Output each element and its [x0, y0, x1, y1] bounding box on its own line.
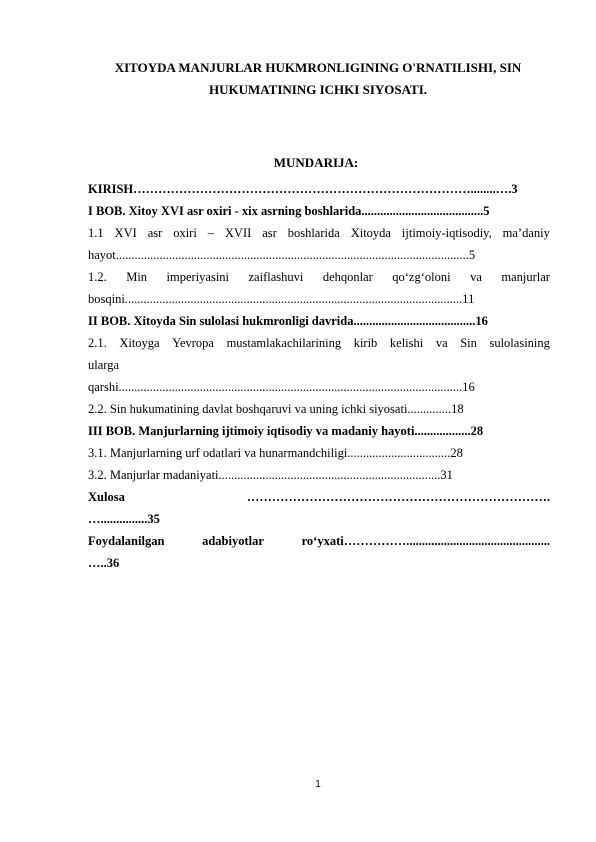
toc-word: 1.1 — [88, 226, 104, 240]
toc-word: asr — [147, 226, 163, 240]
toc-word: 1.2. — [88, 270, 107, 284]
toc-word: mustamlakachilarining — [226, 336, 342, 350]
toc-word: zaiflashuvi — [248, 270, 304, 284]
title-line-2: HUKUMATINING ICHKI SIYOSATI. — [208, 82, 428, 97]
toc-word: oxiri — [173, 226, 197, 240]
toc-word: kelishi — [389, 336, 424, 350]
toc-word: XVI — [114, 226, 137, 240]
toc-entry-xulosa-continuation: …...............35 — [88, 512, 160, 526]
toc-entry-foydalanilgan-continuation: …..36 — [88, 556, 120, 570]
toc-word: Yevropa — [172, 336, 214, 350]
toc-word: dehqonlar — [322, 270, 373, 284]
toc-entry-bob-3[interactable]: III BOB. Manjurlarning ijtimoiy iqtisodiy va madaniy hayoti..................28 — [88, 424, 484, 438]
page-number: 1 — [315, 779, 321, 790]
toc-word: Min — [126, 270, 148, 284]
toc-xulosa-dots: ………………………………………………………………. — [246, 490, 550, 504]
toc-entry-bob-1[interactable]: I BOB. Xitoy XVI asr oxiri - xix asrning boshlarida.......................................5 — [88, 204, 490, 218]
toc-entry-2-2[interactable]: 2.2. Sin hukumatining davlat boshqaruvi va uning ichki siyosati..............18 — [88, 402, 464, 416]
toc-entry-1-2-continuation: bosqini............................................................................................................11 — [88, 292, 475, 306]
toc-word: ma’daniy — [502, 226, 550, 240]
toc-word: va — [435, 336, 448, 350]
title-line-1: XITOYDA MANJURLAR HUKMRONLIGINING O'RNATILISHI, SIN — [114, 60, 522, 75]
toc-entry-2-1-continuation-2: qarshi..............................................................................................................16 — [88, 380, 475, 394]
toc-word: kirib — [353, 336, 378, 350]
toc-entry-3-1[interactable]: 3.1. Manjurlarning urf odatlari va hunarmandchiligi.................................28 — [88, 446, 463, 460]
toc-word: imperiyasini — [166, 270, 230, 284]
toc-entry-3-2[interactable]: 3.2. Manjurlar madaniyati.......................................................................31 — [88, 468, 453, 482]
toc-entry-1-1-continuation: hayot.................................................................................................................5 — [88, 248, 476, 262]
toc-entry-2-1[interactable] — [88, 332, 550, 354]
toc-entry-foydalanilgan-adabiyotlar[interactable] — [88, 530, 550, 552]
toc-word: Xitoyda — [350, 226, 391, 240]
toc-entry-1-2[interactable] — [88, 266, 550, 288]
toc-word: XVII — [224, 226, 252, 240]
toc-word: ro‘yxati…………… — [301, 534, 407, 548]
toc-word: Foydalanilgan — [88, 534, 165, 548]
toc-word: boshlarida — [287, 226, 340, 240]
toc-word: – — [207, 226, 214, 240]
toc-word: ijtimoiy-iqtisodiy, — [401, 226, 492, 240]
document-title — [80, 57, 556, 101]
toc-xulosa-label: Xulosa — [88, 490, 125, 504]
toc-foyda-dots: .............................................. — [406, 534, 550, 548]
table-of-contents — [88, 178, 550, 574]
toc-word: Xitoyga — [119, 336, 160, 350]
toc-heading: MUNDARIJA: — [273, 155, 359, 170]
toc-word: Sin — [460, 336, 477, 350]
toc-word: adabiyotlar — [202, 534, 264, 548]
toc-word: va — [470, 270, 482, 284]
toc-word: asr — [262, 226, 277, 240]
toc-entry-kirish[interactable]: KIRISH………………………………………………………………………........….3 — [88, 182, 518, 196]
toc-word: sulolasining — [489, 336, 550, 350]
toc-entry-xulosa[interactable] — [88, 486, 550, 508]
toc-entry-bob-2[interactable]: II BOB. Xitoyda Sin sulolasi hukmronligi davrida.......................................16 — [88, 314, 488, 328]
toc-word: 2.1. — [88, 336, 107, 350]
toc-entry-2-1-continuation-1: ularga — [88, 358, 120, 372]
toc-word: qo‘zg‘oloni — [392, 270, 451, 284]
toc-word: manjurlar — [501, 270, 550, 284]
toc-entry-1-1[interactable] — [88, 222, 550, 244]
